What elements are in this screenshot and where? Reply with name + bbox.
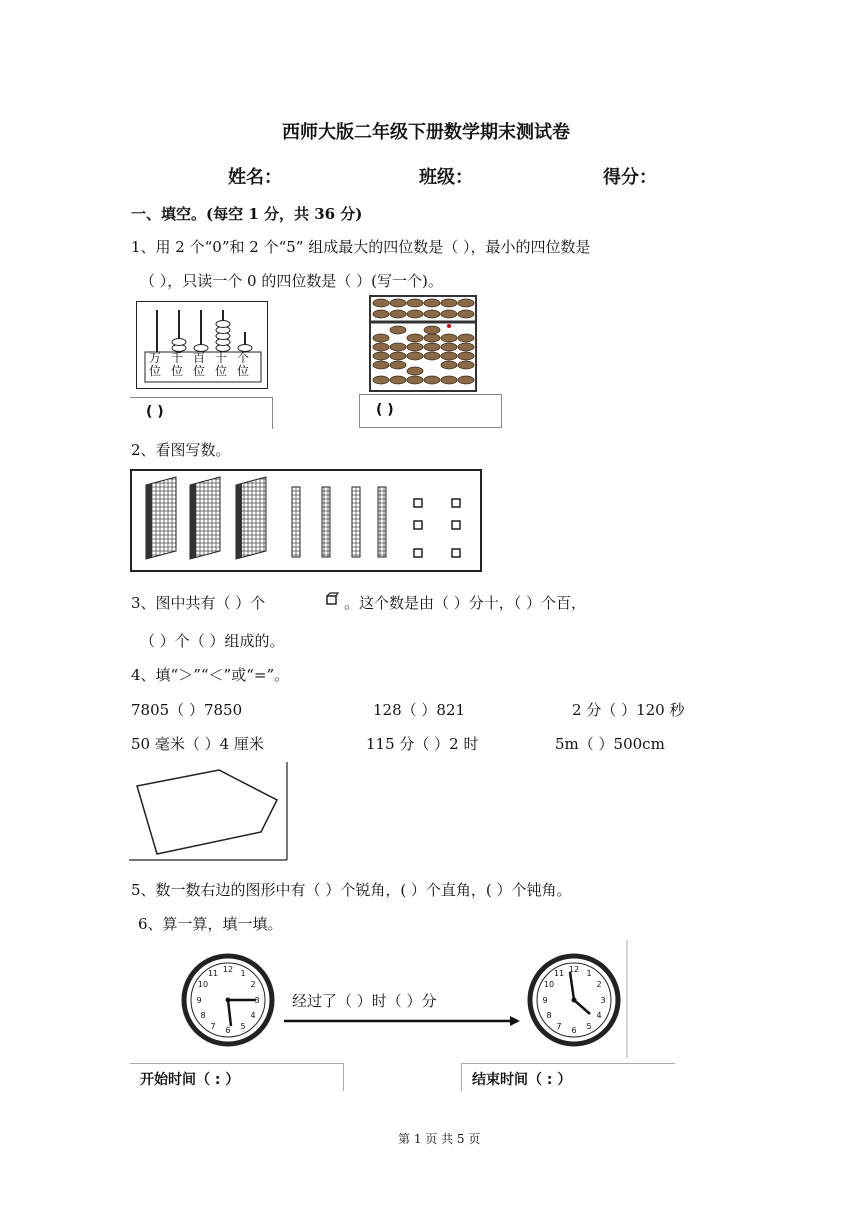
- compare-item: 5m（ ）500cm: [555, 735, 665, 753]
- compare-item: 2 分（ ）120 秒: [572, 701, 685, 719]
- start-time-box[interactable]: [130, 1063, 344, 1091]
- svg-text:5: 5: [586, 1022, 592, 1031]
- section-heading: 一、填空。(每空 1 分，共 36 分): [131, 205, 363, 223]
- pentagon-figure: [129, 762, 289, 862]
- compare-item: 50 毫米（ ）4 厘米: [131, 735, 264, 753]
- svg-text:10: 10: [543, 980, 555, 989]
- page-title: 西师大版二年级下册数学期末测试卷: [282, 122, 570, 143]
- answer-box-2-text: ( ): [376, 402, 394, 418]
- ten-rods: [292, 487, 386, 557]
- svg-text:10: 10: [197, 980, 209, 989]
- svg-text:1: 1: [586, 969, 592, 978]
- hundred-flat-2: [190, 477, 220, 559]
- hundred-flat-3: [236, 477, 266, 559]
- place-label-wan: 万位: [149, 351, 162, 378]
- abacus-figure: [370, 296, 476, 391]
- answer-box-1[interactable]: [130, 397, 273, 429]
- class-label: 班级：: [419, 167, 473, 188]
- elapsed-time-label: 经过了（ ）时（ ）分: [292, 992, 437, 1010]
- place-label-ge: 个位: [237, 351, 250, 378]
- compare-item: 115 分（ ）2 时: [366, 735, 479, 753]
- svg-text:5: 5: [240, 1022, 246, 1031]
- start-time-label: 开始时间（ : ）: [140, 1072, 240, 1088]
- name-label: 姓名：: [228, 167, 282, 188]
- question-4: 4、填“＞”“＜”或“=”。: [131, 666, 290, 684]
- unit-cubes: [414, 499, 460, 557]
- svg-text:9: 9: [196, 996, 202, 1005]
- question-6: 6、算一算，填一填。: [138, 915, 283, 933]
- question-5: 5、数一数右边的图形中有（ ）个锐角，( ）个直角，( ）个钝角。: [131, 881, 572, 899]
- svg-text:2: 2: [596, 980, 602, 989]
- svg-text:8: 8: [200, 1011, 206, 1020]
- svg-text:2: 2: [250, 980, 256, 989]
- svg-text:11: 11: [553, 969, 565, 978]
- svg-text:6: 6: [225, 1026, 231, 1035]
- question-3-line2: （ ）个（ ）组成的。: [140, 632, 285, 650]
- svg-text:4: 4: [596, 1011, 602, 1020]
- counting-frame-figure: [136, 301, 268, 389]
- place-label-qian: 千位: [171, 351, 184, 378]
- svg-text:7: 7: [556, 1022, 562, 1031]
- question-3-line1b: 。这个数是由（ ）分十，（ ）个百，: [344, 594, 587, 612]
- clock-figure: [180, 940, 628, 1060]
- question-1-line1: 1、用 2 个“0”和 2 个“5” 组成最大的四位数是（ ），最小的四位数是: [131, 238, 591, 256]
- start-clock-face: [184, 956, 272, 1044]
- base-ten-blocks-figure: [130, 469, 482, 572]
- question-3-line1a: 3、图中共有（ ）个: [131, 594, 266, 612]
- end-time-box[interactable]: [461, 1063, 675, 1091]
- answer-box-2[interactable]: [359, 394, 502, 428]
- end-time-label: 结束时间（ : ）: [472, 1072, 572, 1088]
- svg-text:12: 12: [222, 965, 234, 974]
- svg-text:4: 4: [250, 1011, 256, 1020]
- svg-text:11: 11: [207, 969, 219, 978]
- question-1-line2: （ ），只读一个 0 的四位数是（ ）(写一个)。: [140, 272, 443, 290]
- svg-text:3: 3: [600, 996, 606, 1005]
- svg-text:9: 9: [542, 996, 548, 1005]
- score-label: 得分：: [603, 167, 657, 188]
- compare-item: 128（ ）821: [373, 701, 466, 719]
- svg-text:12: 12: [568, 965, 580, 974]
- compare-item: 7805（ ）7850: [131, 701, 243, 719]
- abacus-beads: [370, 296, 476, 391]
- end-clock-face: [530, 956, 618, 1044]
- unit-cube-icon: [326, 593, 338, 605]
- svg-text:8: 8: [546, 1011, 552, 1020]
- place-label-bai: 百位: [193, 351, 206, 378]
- place-label-shi: 十位: [215, 351, 228, 378]
- question-2: 2、看图写数。: [131, 441, 231, 459]
- svg-text:1: 1: [240, 969, 246, 978]
- base-ten-blocks: [132, 471, 484, 574]
- hundred-flat-1: [146, 477, 176, 559]
- svg-text:7: 7: [210, 1022, 216, 1031]
- svg-text:3: 3: [254, 996, 260, 1005]
- svg-text:6: 6: [571, 1026, 577, 1035]
- answer-box-1-text: ( ): [146, 404, 164, 420]
- page-footer: 第 1 页 共 5 页: [398, 1132, 481, 1146]
